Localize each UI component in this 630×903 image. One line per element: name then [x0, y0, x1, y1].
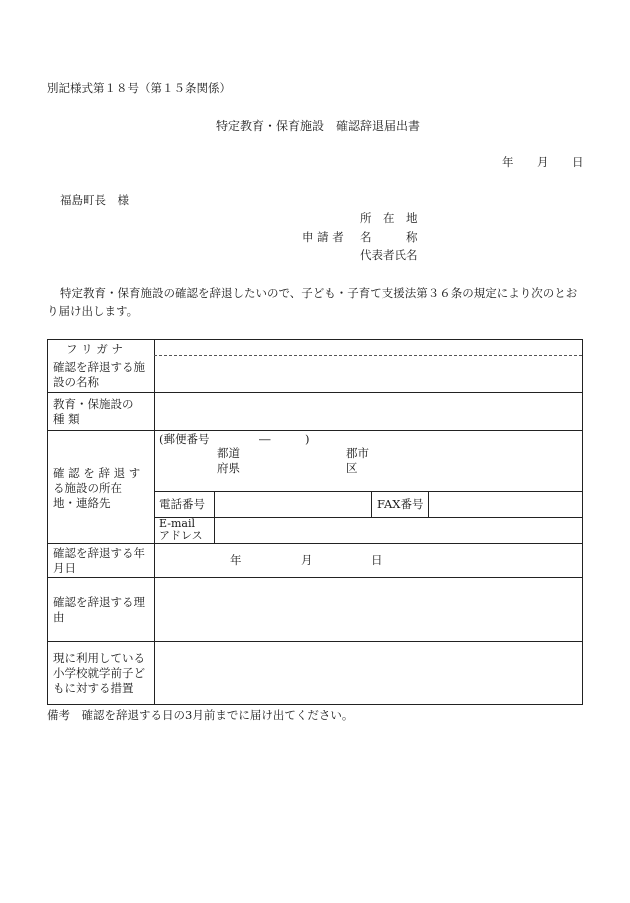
- postal-code-label: (郵便番号: [159, 432, 210, 446]
- location-label-line2: る施設の所在: [53, 481, 122, 495]
- measures-label-line3: もに対する措置: [53, 681, 134, 695]
- facility-name-input[interactable]: [155, 356, 582, 392]
- fax-label-divider-left: [371, 491, 372, 517]
- remarks-note: 備考 確認を辞退する日の3月前までに届け出てください。: [47, 708, 354, 722]
- reason-label-line1: 確認を辞退する理: [53, 595, 145, 609]
- facility-name-label-line2: 設の名称: [53, 375, 99, 389]
- facility-type-label-line2: 種 類: [53, 412, 80, 426]
- address-area[interactable]: [155, 431, 582, 491]
- postal-close: ): [305, 432, 310, 446]
- application-table: [47, 339, 583, 705]
- email-label-line2: アドレス: [159, 529, 203, 542]
- measures-label-line2: 小学校就学前子ど: [53, 666, 145, 680]
- name-label: 名 称: [360, 230, 418, 244]
- facility-type-input[interactable]: [155, 393, 582, 430]
- reason-label-line2: 由: [53, 610, 65, 624]
- date-month-label: 月: [537, 155, 549, 169]
- withdrawal-year-label: 年: [230, 553, 242, 567]
- withdrawal-month-label: 月: [301, 553, 313, 567]
- withdrawal-date-label-line2: 月日: [53, 561, 76, 575]
- form-number: 別記様式第１８号（第１５条関係）: [47, 81, 231, 95]
- email-label-line1: E-mail: [159, 517, 195, 530]
- email-input[interactable]: [215, 518, 582, 543]
- todo-label: 都道: [217, 446, 240, 460]
- postal-dash: ―: [259, 432, 271, 446]
- fax-label: FAX番号: [377, 497, 424, 511]
- gunshi-label: 郡市: [346, 446, 369, 460]
- phone-label: 電話番号: [159, 497, 205, 511]
- withdrawal-day-label: 日: [371, 553, 383, 567]
- addressee: 福島町長 様: [60, 193, 129, 207]
- facility-type-label-line1: 教育・保施設の: [53, 397, 134, 411]
- reason-input[interactable]: [155, 578, 582, 641]
- date-day-label: 日: [572, 155, 584, 169]
- withdrawal-date-input[interactable]: [155, 544, 582, 577]
- furigana-input[interactable]: [155, 340, 582, 355]
- fax-input[interactable]: [429, 492, 582, 517]
- ku-label: 区: [346, 461, 358, 475]
- fuken-label: 府県: [217, 461, 240, 475]
- location-label-line3: 地・連絡先: [53, 496, 111, 510]
- body-text-line1: 特定教育・保育施設の確認を辞退したいので、子ども・子育て支援法第３６条の規定により次のとお: [60, 286, 578, 300]
- facility-name-label-line1: 確認を辞退する施: [53, 360, 145, 374]
- phone-input[interactable]: [215, 492, 371, 517]
- measures-label-line1: 現に利用している: [53, 651, 145, 665]
- furigana-label: フ リ ガ ナ: [66, 342, 123, 356]
- date-year-label: 年: [502, 155, 514, 169]
- body-text-line2: り届け出します。: [47, 304, 139, 318]
- withdrawal-date-label-line1: 確認を辞退する年: [53, 546, 145, 560]
- location-label-line1: 確 認 を 辞 退 す: [53, 466, 141, 480]
- measures-input[interactable]: [155, 642, 582, 704]
- applicant-label: 申 請 者: [302, 230, 344, 244]
- form-title: 特定教育・保育施設 確認辞退届出書: [216, 119, 421, 133]
- representative-label: 代表者氏名: [360, 248, 418, 262]
- address-label: 所 在 地: [360, 211, 418, 225]
